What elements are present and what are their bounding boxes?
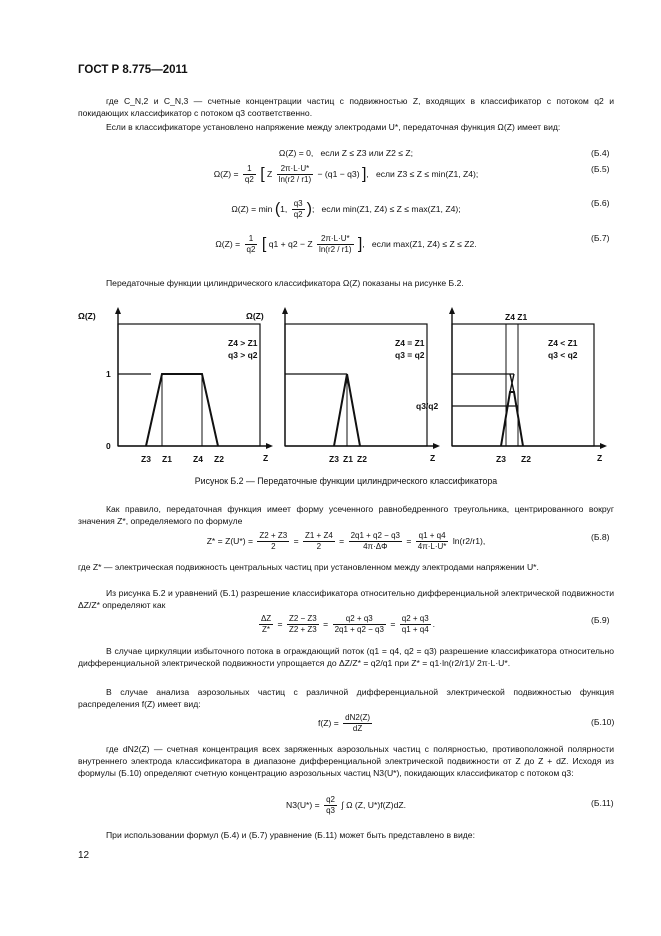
panel1-xtick-3: Z4 — [193, 454, 203, 464]
eq11-number: (Б.11) — [591, 798, 614, 808]
equation-b5: Ω(Z) = $\frac{1}{q2}$ [ Z $\frac{2\pi\cdot L\cdot U*}{\ln(r2 / r1)}$ − (q1 − q3) ], если Z3 ≤ Z ≤ min(Z1, Z4); — [213, 164, 479, 184]
panel2-ylabel: Ω(Z) — [246, 311, 264, 321]
eq11-lhs: N3(U*) = — [286, 799, 320, 810]
paragraph-7: В случае циркуляции избыточного потока в ограждающий поток (q1 = q4, q2 = q3) разрешение классификатора относительно дифференциальной электрической подвижности упрощается до ΔZ/Z* = q2/q1 при Z* = q1·ln(r2/r1)/ 2π·L·U*. — [78, 646, 614, 668]
panel2-xtick-2: Z1 — [343, 454, 353, 464]
panel3-cond1: Z4 < Z1 — [548, 338, 578, 348]
panel3-xlabel: Z — [597, 453, 603, 463]
paragraph-3: Передаточные функции цилиндрического классификатора Ω(Z) показаны на рисунке Б.2. — [106, 278, 464, 288]
eq6-cond: если min(Z1, Z4) ≤ Z ≤ max(Z1, Z4); — [321, 203, 461, 214]
panel1-xtick-1: Z3 — [141, 454, 151, 464]
panel1-cond1: Z4 > Z1 — [228, 338, 258, 348]
eq5-mid1: Z — [267, 168, 273, 179]
paragraph-10: При использовании формул (Б.4) и (Б.7) уравнение (Б.11) может быть представлено в виде: — [106, 830, 475, 840]
eq7-number: (Б.7) — [591, 233, 610, 243]
eq7-frac2: $\frac{2\pi\cdot L\cdot U*}{\ln(r2 / r1)}$ — [319, 234, 352, 254]
panel1-ylabel: Ω(Z) — [78, 311, 96, 321]
panel2-xtick-1: Z3 — [329, 454, 339, 464]
panel1-xtick-2: Z1 — [162, 454, 172, 464]
panel1-xtick-4: Z2 — [214, 454, 224, 464]
eq11-tail: ∫ Ω (Z, U*)f(Z)dZ. — [341, 799, 406, 810]
panel3-cond2: q3 < q2 — [548, 350, 578, 360]
panel2-xtick-3: Z2 — [357, 454, 367, 464]
eq9-number: (Б.9) — [591, 615, 610, 625]
equation-b4 — [78, 147, 614, 159]
figure-panel-3 — [416, 307, 607, 464]
eq9-frac-b: $\frac{Z2 - Z3}{Z2 + Z3}$ — [288, 614, 317, 634]
panel3-xtick-2: Z2 — [521, 454, 531, 464]
panel1-cond2: q3 > q2 — [228, 350, 258, 360]
eq8-frac-c: $\frac{2q1 + q2 - q3}{4\pi\cdot\Delta\Phi}$ — [350, 531, 400, 551]
panel3-top-label: Z4 Z1 — [505, 312, 528, 322]
figure-panel-1 — [78, 307, 273, 464]
paragraph-8: В случае анализа аэрозольных частиц с различной дифференциальной электрической подвижностью функция распределения f(Z) имеет вид: — [78, 687, 614, 709]
eq4-lhs: Ω(Z) = 0, — [278, 148, 314, 158]
eq5-frac2: $\frac{2\pi\cdot L\cdot U*}{\ln(r2 / r1)}$ — [278, 164, 312, 184]
eq6-number: (Б.6) — [591, 198, 610, 208]
eq8-lhs: Z* = Z(U*) = — [206, 535, 254, 546]
eq8-tail: ln(r2/r1), — [452, 535, 486, 546]
paragraph-4: Как правило, передаточная функция имеет форму усеченного равнобедренного треугольника, центрированного вокруг значения Z*, определяемого по формуле — [78, 504, 614, 526]
page-number: 12 — [78, 850, 90, 861]
eq10-number: (Б.10) — [591, 717, 615, 727]
figure-caption: Рисунок Б.2 — Передаточные функции цилиндрического классификатора — [194, 476, 498, 486]
panel2-cond1: Z4 = Z1 — [395, 338, 425, 348]
page-header: ГОСТ Р 8.775—2011 — [78, 64, 188, 76]
eq10-lhs: f(Z) = — [317, 717, 339, 728]
eq5-lhs: Ω(Z) = — [213, 168, 239, 179]
eq8-frac-d: $\frac{q1 + q4}{4\pi\cdot L\cdot U*}$ — [417, 531, 447, 551]
eq6-frac: $\frac{q3}{q2}$ — [293, 199, 303, 219]
equation-b11 — [78, 795, 614, 816]
paragraph-9: где dN2(Z) — счетная концентрация всех заряженных аэрозольных частиц с полярностью, противоположной полярности внутреннего электрода классификатора в диапазоне дифференциальной электрической подвижности от Z до Z + dZ. Исходя из формулы (Б.10) определяют счетную концентрацию аэрозольных частиц N3(U*), покидающих классификатор с потоком q3: — [78, 744, 614, 778]
eq7-mid1: q1 + q2 − Z — [268, 238, 313, 249]
panel3-xtick-1: Z3 — [496, 454, 506, 464]
eq4-number: (Б.4) — [591, 148, 610, 158]
eq8-frac-a: $\frac{Z2 + Z3}{2}$ — [259, 531, 288, 551]
panel3-tick-q: q3/q2 — [416, 401, 439, 411]
equation-b7: Ω(Z) = $\frac{1}{q2}$ [ q1 + q2 − Z $\frac{2\pi\cdot L\cdot U*}{\ln(r2 / r1)}$ ], если max(Z1, Z4) ≤ Z ≤ Z2. — [215, 234, 477, 254]
paragraph-2: Если в классификаторе установлено напряжение между электродами U*, передаточная функция Ω(Z) имеет вид: — [106, 122, 561, 132]
eq7-lhs: Ω(Z) = — [215, 238, 241, 249]
panel2-xlabel: Z — [430, 453, 436, 463]
panel1-tick-1: 1 — [106, 369, 111, 379]
equation-b9: $\frac{\Delta Z}{Z*}$ = $\frac{Z2 - Z3}{Z2 + Z3}$ = $\frac{q2 + q3}{2q1 + q2 - q3}$ = $\frac{q2 + q3}{q1 + q4}$ . — [260, 614, 436, 634]
eq9-frac-a: $\frac{\Delta Z}{Z*}$ — [260, 614, 272, 634]
eq7-frac1: $\frac{1}{q2}$ — [246, 234, 256, 254]
figure-panel-2 — [246, 307, 440, 464]
eq8-frac-b: $\frac{Z1 + Z4}{2}$ — [305, 531, 333, 551]
eq5-frac1: $\frac{1}{q2}$ — [244, 164, 254, 184]
eq5-mid2: − (q1 − q3) — [317, 168, 360, 179]
eq11-frac: $\frac{q2}{q3}$ — [326, 795, 335, 815]
equation-b8: Z* = Z(U*) = $\frac{Z2 + Z3}{2}$ = $\frac{Z1 + Z4}{2}$ = $\frac{2q1 + q2 - q3}{4\pi\cdot\Delta\Phi}$ = $\frac{q1 + q4}{4\pi\cdot L\cdot U*}$ ln(r2/r1), — [206, 531, 486, 551]
eq7-cond: если max(Z1, Z4) ≤ Z ≤ Z2. — [371, 238, 477, 249]
paragraph-5: где Z* — электрическая подвижность центральных частиц при установленном между электродами напряжении U*. — [78, 562, 539, 572]
equation-b10 — [78, 713, 614, 734]
eq5-number: (Б.5) — [591, 164, 610, 174]
paragraph-1: где C_N,2 и C_N,3 — счетные концентрации частиц с подвижностью Z, входящих в классификатор с потоком q2 и покидающих классификатор с потоком q3 соответственно. — [78, 96, 614, 118]
eq6-inner: 1, — [280, 203, 288, 214]
eq6-lhs: Ω(Z) = min — [231, 203, 273, 214]
eq8-number: (Б.8) — [591, 532, 610, 542]
eq9-frac-d: $\frac{q2 + q3}{q1 + q4}$ — [401, 614, 429, 634]
eq10-frac: $\frac{dN2(Z)}{dZ}$ — [345, 713, 371, 733]
figure-b2 — [78, 304, 614, 472]
panel2-cond2: q3 = q2 — [395, 350, 425, 360]
panel1-tick-0: 0 — [106, 441, 111, 451]
eq5-cond: если Z3 ≤ Z ≤ min(Z1, Z4); — [375, 168, 479, 179]
panel1-xlabel: Z — [263, 453, 269, 463]
eq9-frac-c: $\frac{q2 + q3}{2q1 + q2 - q3}$ — [334, 614, 384, 634]
eq4-cond: если Z ≤ Z3 или Z2 ≤ Z; — [320, 148, 414, 158]
equation-b6: Ω(Z) = min (1, $\frac{q3}{q2}$ ); если min(Z1, Z4) ≤ Z ≤ max(Z1, Z4); — [231, 199, 461, 219]
paragraph-6: Из рисунка Б.2 и уравнений (Б.1) разрешение классификатора относительно дифференциальной электрической подвижности ΔZ/Z* определяют как — [78, 588, 614, 610]
